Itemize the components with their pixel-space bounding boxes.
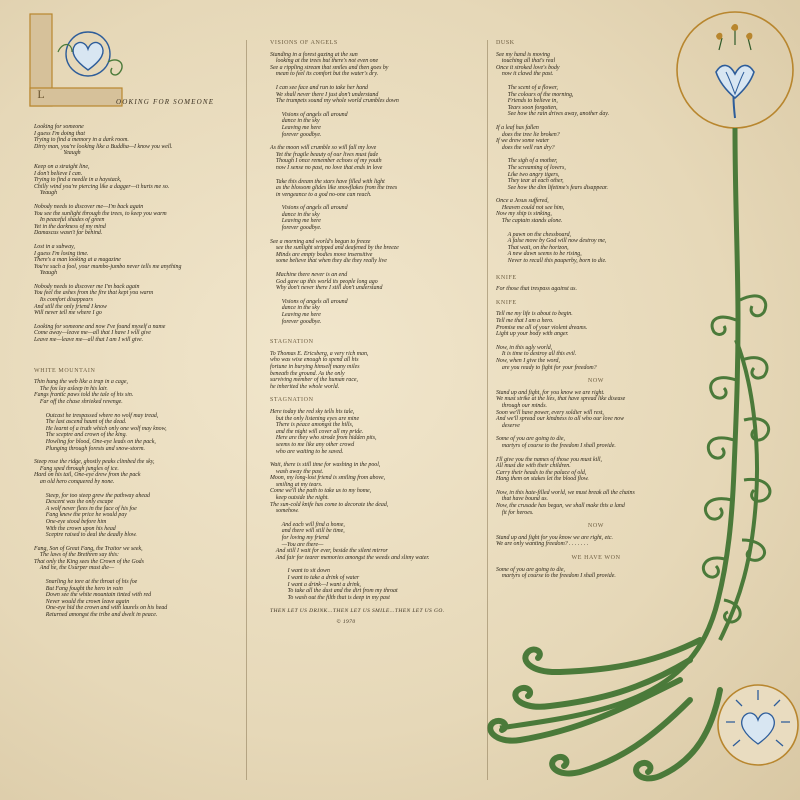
lyrics-column-1 [34,124,240,626]
lyric-line: he inherited the whole world. [270,383,340,390]
lyric-line: We shall never there I just don't understand [270,91,379,98]
lyric-line: That wait, on the horizon, [496,244,569,251]
lyric-line: The scent of a flower, [496,84,559,91]
lyric-line: See a rippling stream that smiles and then goes by [270,64,389,71]
lyric-line: Machine there never is an end [270,272,348,279]
lyric-line: seems to me like any other crowd [270,441,355,448]
lyric-line: who are waiting to be saved. [270,448,344,455]
lyric-line: I guess I'm losing time. [34,250,89,257]
lyric-line: The last ascend haunt of the dead. [34,419,127,426]
lyric-line: Now my ship is sinking, [496,211,552,218]
stanza [270,409,482,455]
song-dusk [496,52,696,265]
stanza [496,158,696,191]
lyric-line: A new dawn seems to be rising, [496,251,582,258]
lyric-line: Snarling he tore at the throat of his foe [34,579,138,586]
lyric-line: forever goodbye. [270,131,322,138]
lyric-line: The screaming of lovers, [496,164,566,171]
lyric-line: does the well run dry? [496,144,555,151]
stanza [270,351,482,391]
song-now-reprise [496,535,696,548]
lyric-line: Minds are empty bodies move insensitive [270,251,373,258]
lyric-line: Soon we'll have power, every soldier will rest, [496,409,604,416]
lyric-line: Yeaugh [34,150,81,157]
swan-icon [108,60,122,75]
lyric-line: surviving member of the human race, [270,377,359,384]
lyric-line: smiling at my tears. [270,481,323,488]
song-we-have-won [496,567,696,580]
lyric-line: Far off the chase shrieked revenge. [34,399,123,405]
lyric-line: dance in the sky [270,305,320,312]
lyric-line: Plunging through forests and snow-storm. [34,445,146,452]
lyric-line: that have bound us. [496,496,549,503]
lyric-line: The laws of the Brethren say this: [34,552,119,559]
lyric-line: Hang them on stakes let the blood flow. [496,476,589,483]
lyric-line: Yeaugh [34,190,58,197]
knife-intro: For those that trespass against us. [496,286,577,293]
lyric-line: Never to recall this pauperby, born to die. [496,258,607,265]
song-white-mountain [34,379,240,618]
lyrics-column-2 [270,40,482,626]
lyric-line: Nobody needs to discover me I'm back again [34,283,140,290]
lyric-line: Steep, for too steep grew the pathway ahead [34,492,150,499]
stanza [34,324,240,344]
lyric-line: Like two angry tigers, [496,171,560,178]
lyric-line: Visions of angels all around [270,111,348,118]
lyric-line: Though I once remember echoes of my youth [270,158,382,165]
lyric-line: now I sense no past, no love that ends in love [270,164,383,171]
song-visions-of-angels [270,52,482,326]
lyric-line: Heaven could not see him, [496,204,565,211]
stanza [34,579,240,619]
stanza [270,299,482,325]
lyric-line: The colours of the morning, [496,91,574,98]
lyric-line: Descent was the only escape [34,499,114,506]
lyric-line: Come away—leave me—all that I have I will give [34,330,151,337]
lyric-line: wash away the past. [270,468,324,475]
lyric-line: beneath the ground. As the only [270,370,345,377]
lyric-line: See how the dim lifetime's fears disappear. [496,184,609,191]
heart-icon [73,42,103,70]
song-now [496,390,696,517]
lyric-line: And still the only friend I know [34,303,107,310]
lyric-line: Leaving me here [270,312,321,318]
lyric-line: touching all that's real [496,58,556,65]
lyric-line: now it clawd the past. [496,71,554,78]
stanza [34,493,240,539]
lyric-line: Why don't never there I still don't understand [270,285,383,292]
stanza [270,52,482,78]
lyric-line: Leave me—leave me—all that I am I will give. [34,337,144,344]
stanza [34,244,240,277]
lyric-line: Once it stroked love's body [496,64,560,71]
lyric-line: martyrs of course to the freedom I shall provide. [496,573,616,580]
lyric-line: See how the rain drives away, another day. [496,111,610,118]
lyric-line: somehow. [270,508,299,515]
lyric-line: Trying to find a needle in a haystack, [34,177,122,184]
lyric-line: With the crown upon his head [34,525,116,532]
lyric-line: And fair for tearer memories amongst the weeds and slimy water. [270,554,430,561]
lyric-line: as the blossom glides like snowflakes from the trees [270,185,398,192]
lyric-line: I guess I'm doing that [34,130,85,137]
lyric-line: To Thomas E. Ericsberg, a very rich man, [270,350,369,357]
stanza [270,145,482,171]
lyric-line: I want to take a drink of water [270,575,360,581]
stanza [496,390,696,430]
drop-cap-ornament [28,12,138,112]
lyric-line: Some of you are going to die, [496,436,565,443]
lyric-line: If we drew some water [496,138,550,145]
song-title-we-have-won: WE HAVE WON [571,555,621,562]
lyrics-column-3 [496,40,696,587]
stanza [270,239,482,265]
lyric-line: There's a man looking at a magazine [34,257,121,264]
lyric-line: deserve [496,422,520,429]
lyric-line: martyrs of course to the freedom I shall provide. [496,442,616,449]
stanza [34,164,240,197]
lyric-line: The trumpets sound my whole world crumbles down [270,98,399,105]
stanza [270,179,482,199]
lyric-line: And he, the Usurper must die— [34,565,115,572]
lyric-line: See a morning and world's begun to freeze [270,238,371,245]
lyric-line: Take this dream the stars have filled with light [270,178,385,185]
lyric-line: Friends to believe in, [496,98,558,105]
lyric-line: A pawn on the chessboard, [496,231,571,238]
lyric-line: In peaceful shades of green [34,217,105,224]
lyric-line: If a leaf has fallen [496,124,539,131]
lyric-line: Fang sped through jungles of ice. [34,465,119,472]
lyric-line: Leaving me here [270,124,321,131]
lyric-line: some believe that when they die they really live [270,258,387,265]
lyric-line: Thin hung the web like a trap in a cage, [34,379,128,386]
song-knife [496,311,696,371]
song-title-knife: KNIFE [496,274,517,281]
stanza [496,198,696,224]
drop-cap-letter: L [37,87,45,101]
lyric-line: Looking for someone and now I've found myself a name [34,323,166,330]
lyric-line: Some of you are going to die, [496,566,565,573]
stanza [496,232,696,265]
lyric-line: Howling for blood, One-eye leads on the pack, [34,438,156,445]
stanza [270,462,482,515]
lyric-line: who was wise enough to spend all his [270,357,359,364]
lyric-line: Once a Jesus suffered, [496,198,549,205]
stanza [270,112,482,138]
lyric-line: in vengeance to a god no-one can reach. [270,191,372,198]
lyric-line: Here today the red sky tells his tale, [270,408,355,415]
lyric-line: As the moon will crumble so will fall my love [270,145,377,152]
closing-line: THEN LET US DRINK...THEN LET US SMILE...THEN LET US GO. [270,608,445,615]
song-looking-for-someone [34,124,240,344]
lyric-line: To wash out the filth that is deep in my past [270,594,390,601]
lyric-line: A false move by God will now destroy me, [496,238,607,245]
stanza [34,284,240,317]
lyric-line: Steep rose the ridge, ghostly peaks climbed the sky, [34,459,155,466]
lyric-line: Wait, there is still time for washing in the pool, [270,462,381,469]
lyric-line: for loving my friend [270,535,329,542]
lyric-line: I want to sit down [270,568,330,575]
stanza [34,413,240,453]
lyric-line: The sceptre and crown of the king. [34,432,127,439]
lyric-line: are you ready to fight for your freedom? [496,364,597,371]
lyric-line: Keep on a straight line, [34,163,90,170]
stanza [496,85,696,118]
lyric-line: dance in the sky [270,118,320,125]
stanza [270,568,482,601]
column-divider-1 [246,40,247,780]
tulip-icon [716,24,754,118]
lyric-line: —You are there— [270,541,324,548]
lyric-line: keep outside the night. [270,495,329,502]
lyric-line: Down see the white mountain tinted with red [34,592,152,599]
stanza [496,490,696,516]
song-title-stagnation-2: STAGNATION [270,397,314,404]
lyric-line: does the tree lie broken? [496,131,560,138]
stagnation-dedication [270,351,482,391]
lyric-line: Come we'll the path to take us to my home, [270,488,372,495]
lyric-line: It is time to destroy all this evil. [496,351,577,358]
lyric-line: Dirty man, you're looking like a Buddha—I know you well. [34,143,173,150]
lyric-line: We are only wanting freedom? . . . . . . . [496,541,589,548]
lyric-line: Moon, my long-lost friend is smiling from above, [270,475,386,482]
lyric-line: He learnt of a truth which only one wolf may know, [34,425,167,432]
stanza [270,522,482,562]
drop-cap-title-rest: OOKING FOR SOMEONE [116,98,215,106]
lyric-line: Leaving me here [270,218,321,225]
lyric-line: Stand up and fight for you know we are right, etc. [496,534,613,541]
song-title-white-mountain: WHITE MOUNTAIN [34,367,96,374]
lyric-line: Lost in a subway, [34,243,75,250]
lyric-line: Tears soon forgotten, [496,104,558,111]
lyric-line: I'll give you the names of those you must kill, [496,456,602,463]
lyric-line: But Fang fought the hero in vain [34,585,123,592]
stanza [496,52,696,78]
lyric-line: fortune in burying himself many miles [270,363,360,370]
lyric-line: The sun-cold knife has come to decorate the dead, [270,501,389,508]
lyric-line: Tell me that I am a hero. [496,318,554,324]
stanza [270,272,482,292]
lyric-line: through our minds. [496,402,548,409]
song-title-now: NOW [587,378,605,385]
song-stagnation [270,409,482,601]
lyric-line: Standing in a forest gazing at the sun [270,51,358,58]
lyric-line: Nobody needs to discover me—I'm back again [34,203,144,210]
lyric-line: And we'll spread our kindness to all who our love now [496,416,625,423]
lyric-line: Chilly wind you're piercing like a dagger—it hurts me so. [34,183,170,190]
lyric-line: and there will still be time, [270,528,345,535]
lyric-line: an old hero conquered by none. [34,478,115,485]
lyric-line: Tell me my life is about to begin. [496,311,573,318]
lyric-line: One-eye hid the crown and with laurels on his head [34,605,168,612]
stanza [496,311,696,337]
lyric-line: Trying to find a memory in a dark room. [34,137,129,144]
lyric-line: and the night will cover all my pride. [270,428,364,435]
song-title-knife-2: KNIFE [496,299,517,306]
lyric-line: Damascus wasn't far behind. [34,230,103,237]
lyric-line: Now, when I give the word, [496,357,560,364]
stanza [496,345,696,371]
lyric-line: see the sunlight stripped and deafened by the breeze [270,245,399,252]
lyric-line: Yet in the darkness of my mind [34,223,106,230]
lyric-line: The fox lay asleep in his lair. [34,385,108,392]
lyric-line: All must die with their children. [496,463,571,470]
lyric-line: One-eye stood before him [34,518,107,525]
lyric-line: Fang, Son of Great Fang, the Traitor we seek, [34,545,143,552]
stanza [496,125,696,151]
lyric-line: Fangs frantic paws told the tale of his sin. [34,392,134,399]
lyric-line: Fang knew the price he would pay [34,512,127,519]
lyric-line: To take all the dust and the dirt from my throat [270,588,398,595]
stanza [34,379,240,405]
lyric-line: but the only listening eyes are mine [270,415,360,422]
lyric-line: Visions of angels all around [270,205,348,212]
lyric-line: Hard on his tail, One-eye drew from the pack [34,472,141,479]
stanza [34,459,240,485]
lyric-line: They tear at each other, [496,178,564,185]
stanza [496,436,696,449]
lyric-line: mean to feel its comfort but the water's dry. [270,71,379,78]
lyric-line: The captain stands alone. [496,218,563,225]
lyric-line: Looking for someone [34,124,84,130]
song-title-visions-of-angels: VISIONS OF ANGELS [270,40,338,46]
lyric-line: dance in the sky [270,211,320,218]
lyric-line: And each will find a home, [270,521,345,528]
lyric-line: Stand up and fight, for you know we are right. [496,389,605,396]
stanza [34,124,240,157]
stanza [34,204,240,237]
song-title-stagnation: STAGNATION [270,339,314,346]
lyric-line: Will never tell me where I go [34,310,102,317]
stanza [496,535,696,548]
lyric-line: You feel the ashes from the fire that kept you warm [34,290,154,297]
lyric-line: I can see face and run to take her hand [270,84,368,91]
lyric-line: You see the sunlight through the trees, to keep you warm [34,210,167,217]
lyric-line: Sceptre raised to deal the deadly blow. [34,532,137,539]
lyric-line: A wolf never flees in the face of his foe [34,505,137,512]
lyric-line: That only the King sees the Crown of the Gods [34,558,144,565]
stanza [496,567,696,580]
lyric-line: Now, the crusade has begun, we shall make this a land [496,503,625,510]
lyric-line: forever goodbye. [270,318,322,325]
lyric-line: Now, in this hate-filled world, we must break all the chains [496,489,635,496]
stanza [270,85,482,105]
copyright: © 1970 [336,618,356,625]
stanza [270,205,482,231]
lyric-line: You're such a fool, your mumbo-jumbo never tells me anything [34,263,182,270]
lyric-line: Returned amongst the tribe and dwelt in peace. [34,612,158,619]
lyric-line: See my hand is moving [496,51,550,58]
lyric-line: Never would the crown leave again [34,598,130,605]
lyric-line: Carry their heads to the palace of old, [496,469,587,476]
lyric-line: Now, in this ugly world, [496,344,553,351]
lyric-line: Visions of angels all around [270,298,348,305]
stanza [496,457,696,483]
lyric-line: I don't believe I can. [34,170,83,177]
lyric-line: We must strike at the lies, that have spread like disease [496,396,626,403]
lyric-line: fit for heroes. [496,509,534,516]
lyric-line: looking at the trees but there's not even one [270,58,379,65]
lyric-line: Promise me all of your violent dreams. [496,324,588,331]
column-divider-2 [487,40,488,780]
lyric-line: Yeaugh [34,270,58,277]
lyric-line: Yet the fragile beauty of our lives must fade [270,151,379,158]
song-title-now-2: NOW [587,523,605,530]
lyric-line: And still I wait for ever, beside the silent mirror [270,548,388,555]
lyric-line: There is peace amongst the hills, [270,422,354,429]
lyric-line: Outcast he trespassed where no wolf may tread, [34,412,159,419]
lyric-line: forever goodbye. [270,225,322,232]
lyric-line: Its comfort disappears [34,297,93,304]
song-title-dusk: DUSK [496,40,515,46]
lyric-line: The sigh of a mother, [496,158,558,165]
lyric-line: Here are they who strode from hidden pits, [270,435,377,442]
stanza [34,546,240,572]
lyric-line: Light up your body with anger. [496,331,569,338]
lyric-line: I want a drink—I want a drink, [270,581,361,588]
lyric-line: God gave up this world its people long ago [270,278,378,285]
